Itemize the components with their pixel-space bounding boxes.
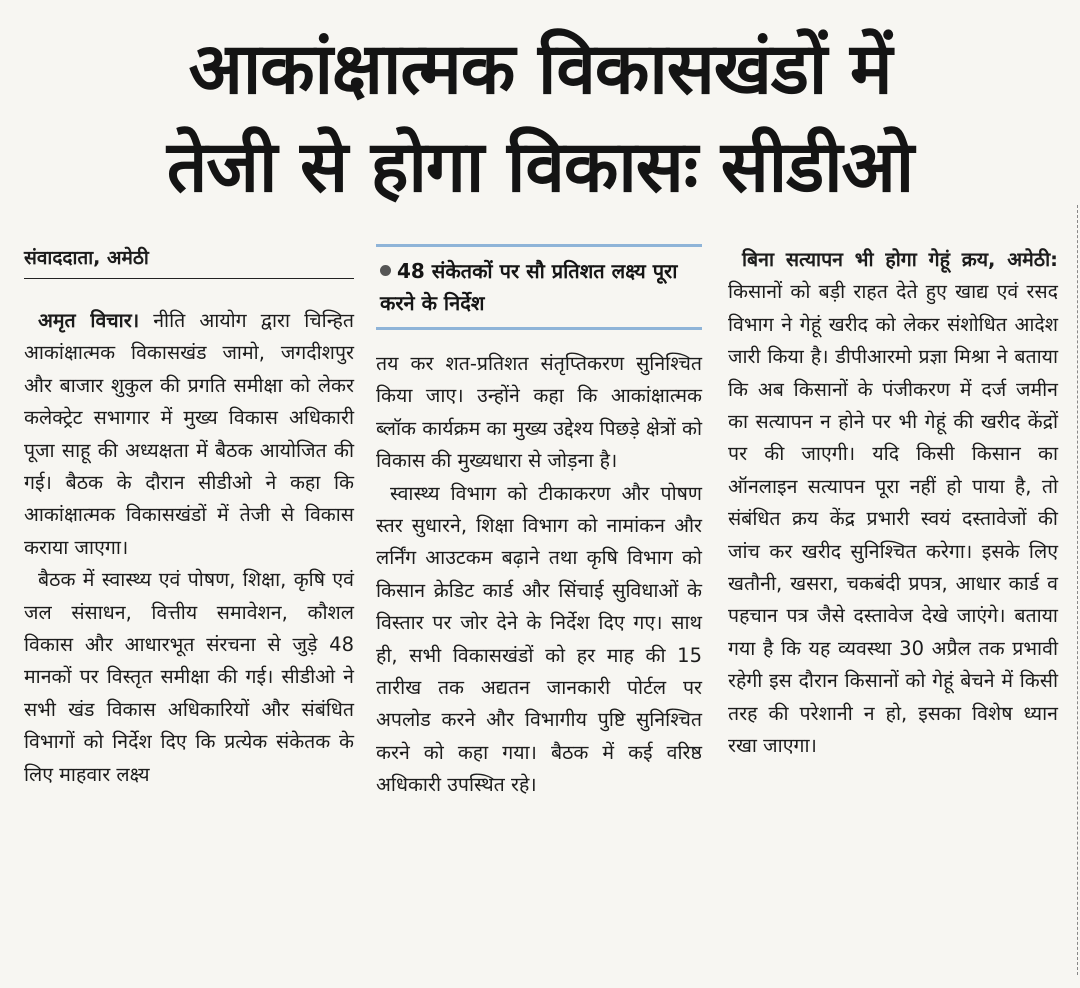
side-news-text: किसानों को बड़ी राहत देते हुए खाद्य एवं रसद विभाग ने गेहूं खरीद को लेकर संशोधित आदेश जारी किया है। डीपीआरमो प्रज्ञा मिश्रा ने बताया कि अब किसानों के पंजीकरण में दर्ज जमीन का सत्यापन न होने पर भी गेहूं की खरीद केंद्रों पर की जाएगी। यदि किसी किसान का ऑनलाइन सत्यापन पूरा नहीं हो पाया है, तो संबंधित क्रय केंद्र प्रभारी स्वयं दस्तावेजों की जांच कर खरीद सुनिश्चित करेगा। इसके लिए खतौनी, खसरा, चकबंदी प्रपत्र, आधार कार्ड व पहचान पत्र जैसे दस्तावेज देखे जाएंगे। बताया गया है कि यह व्यवस्था 30 अप्रैल तक प्रभावी रहेगी इस दौरान किसानों को गेहूं बेचने में किसी तरह की परेशानी न हो, इसका विशेष ध्यान रखा जाएगा। (728, 280, 1058, 758)
article-paragraph (24, 305, 354, 564)
dateline: संवाददाता, अमेठी (24, 244, 354, 279)
article-paragraph: बैठक में स्वास्थ्य एवं पोषण, शिक्षा, कृषि एवं जल संसाधन, वित्तीय समावेशन, कौशल विकास और आधारभूत संरचना से जुड़े 48 मानकों पर विस्तृत समीक्षा की गई। सीडीओ ने सभी खंड विकास अधिकारियों और संबंधित विभागों को निर्देश दिए कि प्रत्येक संकेतक के लिए माहवार लक्ष्य (24, 568, 354, 786)
article-text: नीति आयोग द्वारा चिन्हित आकांक्षात्मक विकासखंड जामो, जगदीशपुर और बाजार शुकुल की प्रगति समीक्षा को लेकर कलेक्ट्रेट सभागार में मुख्य विकास अधिकारी पूजा साहू की अध्यक्षता में बैठक आयोजित की गई। बैठक के दौरान सीडीओ ने कहा कि आकांक्षात्मक विकासखंडों में तेजी से विकास कराया जाएगा। (24, 309, 354, 559)
headline-line-1: आकांक्षात्मक विकासखंडों में (188, 27, 892, 110)
subheading-text: 48 संकेतकों पर सौ प्रतिशत लक्ष्य पूरा करने के निर्देश (380, 259, 678, 315)
source-credit: अमृत विचार। (38, 309, 140, 332)
article-column-3 (728, 244, 1058, 763)
article-paragraph: तय कर शत-प्रतिशत संतृप्तिकरण सुनिश्चित किया जाए। उन्होंने कहा कि आकांक्षात्मक ब्लॉक कार्यक्रम का मुख्य उद्देश्य पिछड़े क्षेत्रों को विकास की मुख्यधारा से जोड़ना है। (376, 352, 702, 473)
side-news-title: बिना सत्यापन भी होगा गेहूं क्रय, अमेठी: (742, 248, 1058, 271)
subheading-box (376, 244, 702, 330)
article-column-1 (24, 244, 354, 791)
article-column-2 (376, 244, 702, 802)
side-news-item (728, 244, 1058, 763)
article-paragraph: स्वास्थ्य विभाग को टीकाकरण और पोषण स्तर सुधारने, शिक्षा विभाग को नामांकन और लर्निंग आउटकम बढ़ाने तथा कृषि विभाग को किसान क्रेडिट कार्ड और सिंचाई सुविधाओं के विस्तार पर जोर देने के निर्देश दिए गए। साथ ही, सभी विकासखंडों को हर माह की 15 तारीख तक अद्यतन जानकारी पोर्टल पर अपलोड करने और विभागीय पुष्टि सुनिश्चित करने को कहा गया। बैठक में कई वरिष्ठ अधिकारी उपस्थित रहे। (376, 481, 702, 797)
headline-line-2: तेजी से होगा विकासः सीडीओ (166, 125, 914, 208)
subheading (380, 255, 692, 319)
bullet-icon (380, 265, 391, 276)
headline (0, 20, 1080, 216)
